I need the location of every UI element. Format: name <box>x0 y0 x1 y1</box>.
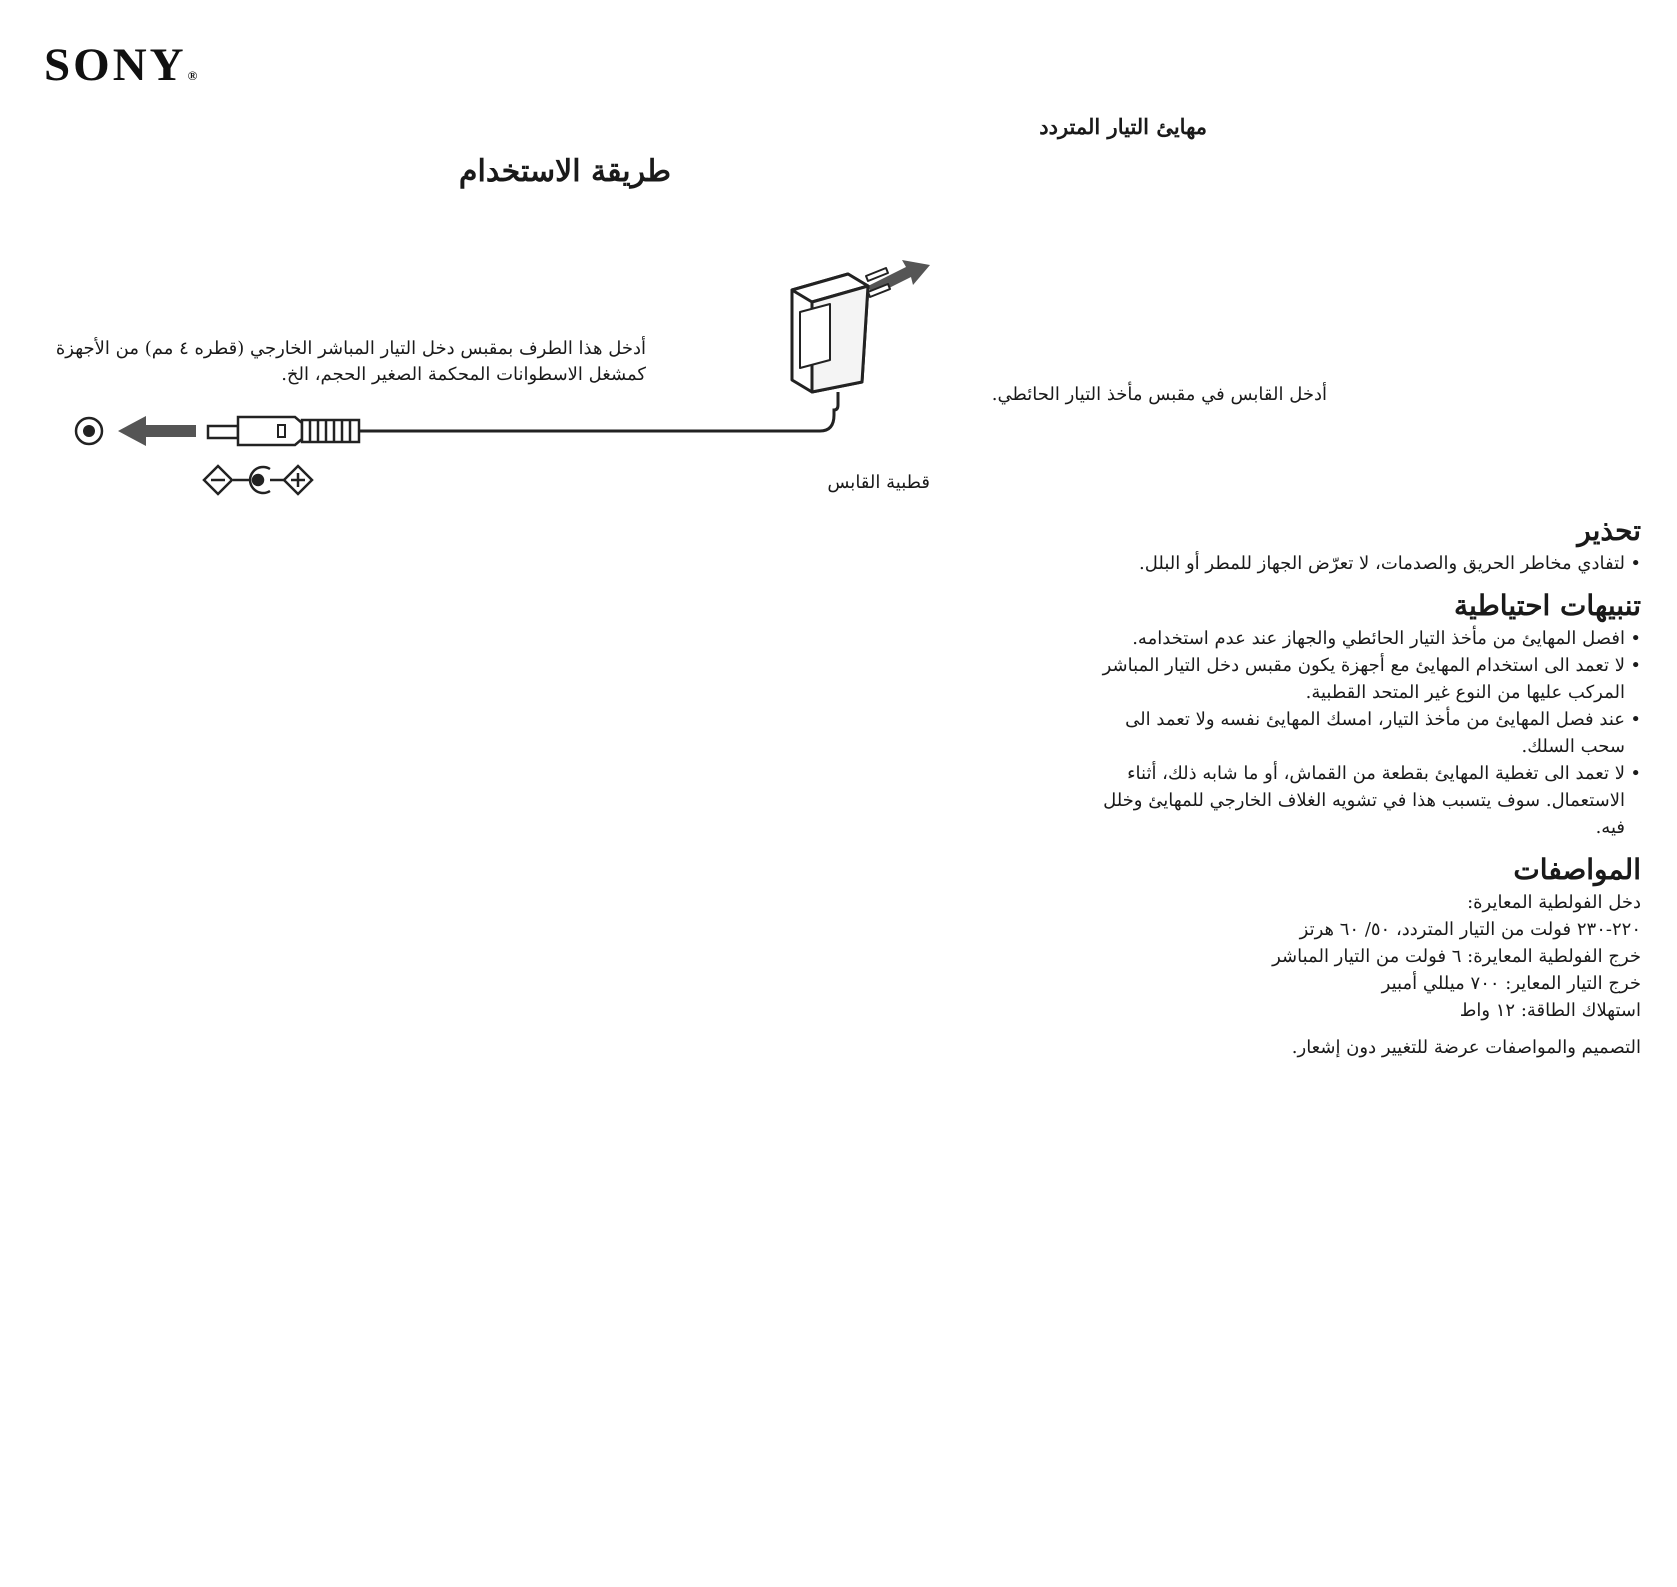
spec-note: التصميم والمواصفات عرضة للتغيير دون إشعار. <box>1291 1037 1641 1058</box>
product-title: مهايئ التيار المتردد <box>1039 114 1207 139</box>
info-column <box>1081 512 1641 1061</box>
spec-line: ٢٢٠-٢٣٠ فولت من التيار المتردد، ٥٠/ ٦٠ هرتز <box>1299 919 1641 940</box>
sony-logo <box>44 40 197 101</box>
specifications-section <box>1081 851 1641 1061</box>
plug-instruction: أدخل القابس في مقبس مأخذ التيار الحائطي. <box>991 384 1327 405</box>
polarity-label: قطبية القابس <box>827 472 930 493</box>
spec-line: خرج الفولطية المعايرة: ٦ فولت من التيار المباشر <box>1272 946 1641 967</box>
list-item: • لا تعمد الى استخدام المهايئ مع أجهزة يكون مقبس دخل التيار المباشر المركب عليها من النوع غير المتحد القطبية. <box>1081 652 1641 706</box>
warning-title: تحذير <box>1577 514 1641 547</box>
registered-mark: ® <box>187 68 198 83</box>
specifications-title: المواصفات <box>1513 853 1641 886</box>
warning-list <box>1081 550 1641 577</box>
list-item: • لتفادي مخاطر الحريق والصدمات، لا تعرّض الجهاز للمطر أو البلل. <box>1081 550 1641 577</box>
logo-text: SONY <box>44 39 187 91</box>
precautions-section <box>1081 587 1641 841</box>
arrow-to-jack-icon <box>118 416 196 446</box>
dc-plug-icon <box>208 417 359 445</box>
dc-instruction-line-2: كمشغل الاسطوانات المحكمة الصغير الحجم، الخ. <box>281 364 646 385</box>
list-item: • عند فصل المهايئ من مأخذ التيار، امسك المهايئ نفسه ولا تعمد الى سحب السلك. <box>1081 706 1641 760</box>
precautions-list <box>1081 625 1641 841</box>
precautions-title: تنبيهات احتياطية <box>1454 589 1641 622</box>
polarity-symbol-icon <box>204 466 312 494</box>
list-item: • افصل المهايئ من مأخذ التيار الحائطي والجهاز عند عدم استخدامه. <box>1081 625 1641 652</box>
spec-line: استهلاك الطاقة: ١٢ واط <box>1459 1000 1641 1021</box>
dc-instruction-line-1: أدخل هذا الطرف بمقبس دخل التيار المباشر الخارجي (قطره ٤ مم) من الأجهزة <box>55 338 646 359</box>
dc-instruction <box>56 336 646 388</box>
specifications-list <box>1081 889 1641 1061</box>
list-item: • لا تعمد الى تغطية المهايئ بقطعة من القماش، أو ما شابه ذلك، أثناء الاستعمال. سوف يتسبب هذا في تشويه الغلاف الخارجي للمهايئ وخلل فيه. <box>1081 760 1641 841</box>
spec-line: خرج التيار المعاير: ٧٠٠ ميللي أمبير <box>1381 973 1641 994</box>
usage-title: طريقة الاستخدام <box>458 154 672 189</box>
dc-jack-icon <box>76 418 102 444</box>
spec-line: دخل الفولطية المعايرة: <box>1467 892 1641 913</box>
warning-section <box>1081 512 1641 577</box>
cable <box>360 392 838 431</box>
